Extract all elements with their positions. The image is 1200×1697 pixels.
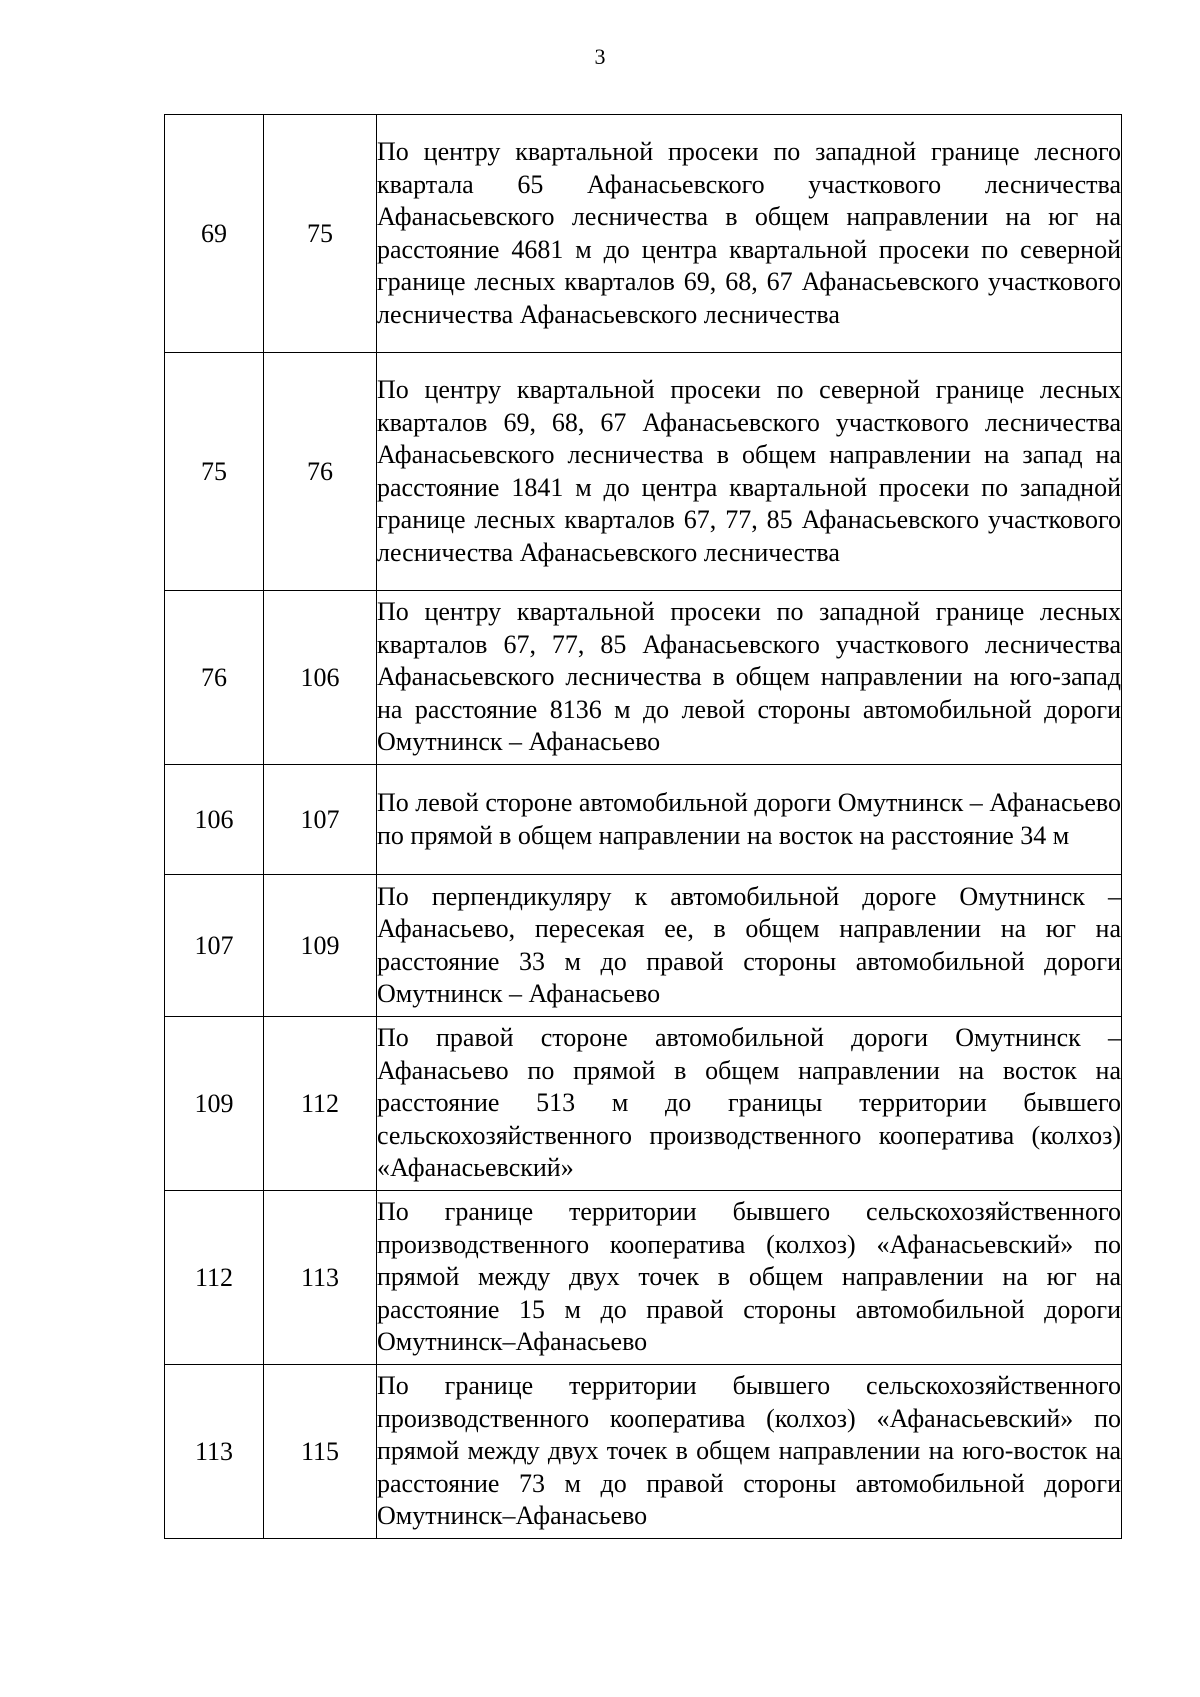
boundary-description-cell: По центру квартальной просеки по северной границе лесных кварталов 69, 68, 67 Афанасьевского участкового лесничества Афанасьевского лесничества в общем направлении на запад на расстояние 1841 м до центра квартальной просеки по западной границе лесных кварталов 67, 77, 85 Афанасьевского участкового лесничества Афанасьевского лесничества — [377, 353, 1122, 591]
point-to-cell: 106 — [264, 591, 377, 765]
boundary-description-cell: По границе территории бывшего сельскохозяйственного производственного кооператива (колхоз) «Афанасьевский» по прямой между двух точек в общем направлении на юго-восток на расстояние 73 м до правой стороны автомобильной дороги Омутнинск–Афанасьево — [377, 1365, 1122, 1539]
point-from-cell: 112 — [165, 1191, 264, 1365]
table-row — [165, 353, 1122, 591]
boundary-description-cell: По центру квартальной просеки по западной границе лесного квартала 65 Афанасьевского участкового лесничества Афанасьевского лесничества в общем направлении на юг на расстояние 4681 м до центра квартальной просеки по северной границе лесных кварталов 69, 68, 67 Афанасьевского участкового лесничества Афанасьевского лесничества — [377, 115, 1122, 353]
boundary-description-cell: По перпендикуляру к автомобильной дороге Омутнинск – Афанасьево, пересекая ее, в общем направлении на юг на расстояние 33 м до правой стороны автомобильной дороги Омутнинск – Афанасьево — [377, 875, 1122, 1017]
point-to-cell: 113 — [264, 1191, 377, 1365]
point-from-cell: 107 — [165, 875, 264, 1017]
boundary-description-cell: По центру квартальной просеки по западной границе лесных кварталов 67, 77, 85 Афанасьевского участкового лесничества Афанасьевского лесничества в общем направлении на юго-запад на расстояние 8136 м до левой стороны автомобильной дороги Омутнинск – Афанасьево — [377, 591, 1122, 765]
table-row — [165, 1191, 1122, 1365]
point-from-cell: 113 — [165, 1365, 264, 1539]
table-row — [165, 765, 1122, 875]
boundary-description-cell: По правой стороне автомобильной дороги Омутнинск – Афанасьево по прямой в общем направлении на восток на расстояние 513 м до границы территории бывшего сельскохозяйственного производственного кооператива (колхоз) «Афанасьевский» — [377, 1017, 1122, 1191]
point-to-cell: 112 — [264, 1017, 377, 1191]
point-from-cell: 109 — [165, 1017, 264, 1191]
point-to-cell: 115 — [264, 1365, 377, 1539]
boundary-description-cell: По левой стороне автомобильной дороги Омутнинск – Афанасьево по прямой в общем направлении на восток на расстояние 34 м — [377, 765, 1122, 875]
table-row — [165, 115, 1122, 353]
point-from-cell: 75 — [165, 353, 264, 591]
point-from-cell: 106 — [165, 765, 264, 875]
table-row — [165, 591, 1122, 765]
point-from-cell: 69 — [165, 115, 264, 353]
point-to-cell: 75 — [264, 115, 377, 353]
boundary-description-cell: По границе территории бывшего сельскохозяйственного производственного кооператива (колхоз) «Афанасьевский» по прямой между двух точек в общем направлении на юг на расстояние 15 м до правой стороны автомобильной дороги Омутнинск–Афанасьево — [377, 1191, 1122, 1365]
point-from-cell: 76 — [165, 591, 264, 765]
table-row — [165, 875, 1122, 1017]
table-row — [165, 1017, 1122, 1191]
point-to-cell: 109 — [264, 875, 377, 1017]
table-row — [165, 1365, 1122, 1539]
point-to-cell: 107 — [264, 765, 377, 875]
page-number: 3 — [594, 44, 606, 69]
boundary-table — [164, 114, 1122, 1539]
point-to-cell: 76 — [264, 353, 377, 591]
